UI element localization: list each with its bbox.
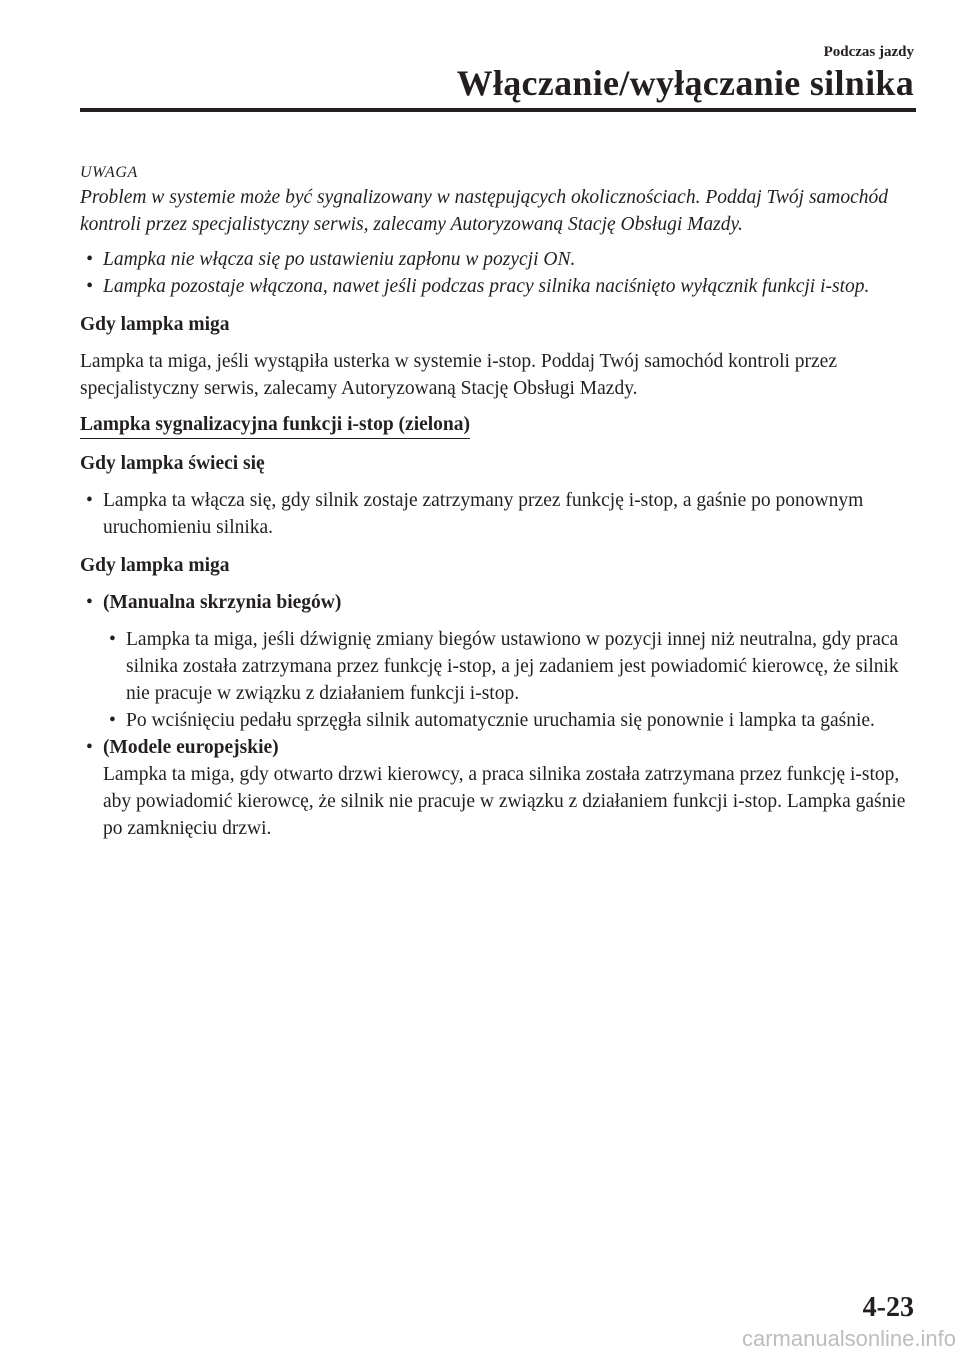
main-content xyxy=(80,162,920,842)
list-item xyxy=(80,734,920,842)
note-list xyxy=(80,246,920,300)
list-item xyxy=(80,589,920,616)
page-number: 4-23 xyxy=(862,1292,914,1323)
eu-label: (Modele europejskie) xyxy=(103,737,279,758)
list-item-text: Po wciśnięciu pedału sprzęgła silnik automatycznie uruchamia się ponownie i lampka ta gaśnie. xyxy=(126,710,875,731)
subsection-title: Lampka sygnalizacyjna funkcji i-stop (zielona) xyxy=(80,414,470,439)
eu-text: Lampka ta miga, gdy otwarto drzwi kierowcy, a praca silnika została zatrzymana przez funkcję i-stop, aby powiadomić kierowcę, że silnik nie pracuje w związku z działaniem funkcji i-stop. Lampka gaśnie po zamknięciu drzwi. xyxy=(103,764,906,839)
list-item-text: Lampka ta włącza się, gdy silnik zostaje zatrzymany przez funkcję i-stop, a gaśnie po ponownym uruchomieniu silnika. xyxy=(103,490,864,538)
note-item xyxy=(80,273,920,300)
bullet-icon: • xyxy=(109,710,116,731)
list-item xyxy=(103,707,920,734)
note-label: UWAGA xyxy=(80,164,138,181)
blink-text: Lampka ta miga, jeśli wystąpiła usterka w systemie i-stop. Poddaj Twój samochód kontroli przez specjalistyczny serwis, zalecamy Autoryzowaną Stację Obsługi Mazdy. xyxy=(80,351,837,399)
note-item-text: Lampka pozostaje włączona, nawet jeśli podczas pracy silnika naciśnięto wyłącznik funkcji i-stop. xyxy=(103,276,870,297)
bullet-icon: • xyxy=(86,592,93,613)
bullet-icon: • xyxy=(86,737,93,758)
blink-heading: Gdy lampka miga xyxy=(80,314,230,335)
list-item-text: Lampka ta miga, jeśli dźwignię zmiany biegów ustawiono w pozycji innej niż neutralna, gdy praca silnika została zatrzymana przez funkcję i-stop, a jej zadaniem jest powiadomić kierowcę, że silnik nie pracuje w związku z działaniem funkcji i-stop. xyxy=(126,629,899,704)
note-text: Problem w systemie może być sygnalizowany w następujących okolicznościach. Poddaj Twój samochód kontroli przez specjalistyczny serwis, zalecamy Autoryzowaną Stację Obsługi Mazdy. xyxy=(80,187,889,235)
manual-list xyxy=(103,626,920,734)
list-item xyxy=(80,487,920,541)
bullet-icon: • xyxy=(86,249,93,270)
note-item xyxy=(80,246,920,273)
blink-heading-2: Gdy lampka miga xyxy=(80,555,230,576)
note-item-text: Lampka nie włącza się po ustawieniu zapłonu w pozycji ON. xyxy=(103,249,576,270)
on-heading: Gdy lampka świeci się xyxy=(80,453,265,474)
bullet-icon: • xyxy=(86,276,93,297)
header-rule xyxy=(80,108,916,112)
bullet-icon: • xyxy=(86,490,93,511)
bullet-icon: • xyxy=(109,629,116,650)
page-title: Włączanie/wyłączanie silnika xyxy=(456,63,914,103)
watermark: carmanualsonline.info xyxy=(741,1326,956,1351)
on-list xyxy=(80,487,920,541)
blink-list xyxy=(80,589,920,842)
manual-label: (Manualna skrzynia biegów) xyxy=(103,592,342,613)
list-item xyxy=(103,626,920,707)
section-label: Podczas jazdy xyxy=(823,44,914,60)
